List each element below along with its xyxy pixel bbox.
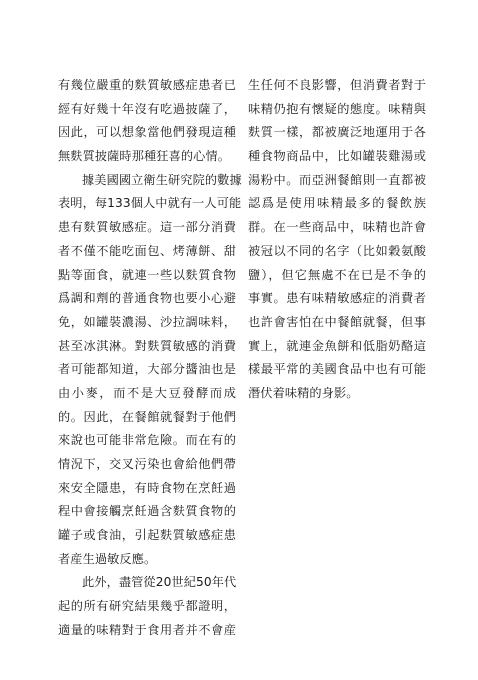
text-line: 因此，可以想象當他們發現這種: [58, 125, 236, 140]
text-line: 種食物商品中，比如罐裝雞湯或: [248, 149, 426, 164]
text-line: 群。在一些商品中，味精也許會: [248, 220, 426, 235]
text-line: 者不僅不能吃面包、烤薄餅、甜: [58, 243, 236, 258]
text-line: 適量的味精對于食用者并不會産: [58, 622, 236, 637]
text-line: 此外，盡管從20世紀50年代: [82, 575, 237, 590]
text-line: 由小麥，而不是大豆發酵而成: [58, 385, 236, 400]
text-line: 來安全隱患，有時食物在烹飪過: [58, 480, 236, 495]
text-line: 罐子或食油，引起麩質敏感症患: [58, 528, 236, 543]
text-line: 甚至冰淇淋。對麩質敏感的消費: [58, 338, 236, 353]
text-line: 樣最平常的美國食品中也有可能: [248, 362, 426, 377]
text-line: 鹽），但它無處不在已是不争的: [248, 267, 426, 282]
text-line: 者産生過敏反應。: [58, 551, 157, 566]
text-line: 潛伏着味精的身影。: [248, 385, 359, 400]
text-line: 也許會害怕在中餐館就餐，但事: [248, 314, 426, 329]
text-line: 免，如罐裝濃湯、沙拉調味料，: [58, 314, 236, 329]
text-line: 有幾位嚴重的麩質敏感症患者已: [58, 78, 236, 92]
right-text-column: [248, 74, 426, 406]
text-line: 據美國國立衛生研究院的數據: [82, 172, 242, 187]
text-line: 點等面食，就連一些以麩質食物: [58, 267, 236, 282]
text-line: 生任何不良影響，但消費者對于: [248, 78, 426, 92]
text-line: 情況下，交叉污染也會給他們帶: [58, 457, 236, 471]
text-line: 實上，就連金魚餅和低脂奶酪這: [248, 338, 426, 353]
text-line: 者可能都知道，大部分醬油也是: [58, 362, 236, 377]
text-line: 爲調和劑的普通食物也要小心避: [58, 291, 236, 306]
text-line: 起的所有研究結果幾乎都證明，: [58, 599, 236, 614]
text-line: 的。因此，在餐館就餐對于他們: [58, 409, 236, 424]
text-line: 湯粉中。而亞洲餐館則一直都被: [248, 172, 426, 187]
text-line: 認爲是使用味精最多的餐飲族: [248, 196, 426, 211]
text-line: 事實。患有味精敏感症的消費者: [248, 291, 426, 306]
text-line: 無麩質披薩時那種狂喜的心情。: [58, 149, 231, 164]
text-line: 患有麩質敏感症。這一部分消費: [58, 220, 236, 235]
text-line: 程中會接觸烹飪過含麩質食物的: [58, 504, 236, 519]
text-line: 麩質一樣，都被廣泛地運用于各: [248, 125, 426, 140]
text-line: 來說也可能非常危險。而在有的: [58, 433, 236, 448]
text-line: 經有好幾十年沒有吃過披薩了，: [58, 101, 236, 116]
left-text-column: [58, 74, 242, 643]
text-line: 表明，每133個人中就有一人可能: [58, 196, 242, 211]
text-line: 味精仍抱有懷疑的態度。味精與: [248, 101, 426, 116]
text-line: 被冠以不同的名字（比如穀氨酸: [248, 243, 426, 258]
